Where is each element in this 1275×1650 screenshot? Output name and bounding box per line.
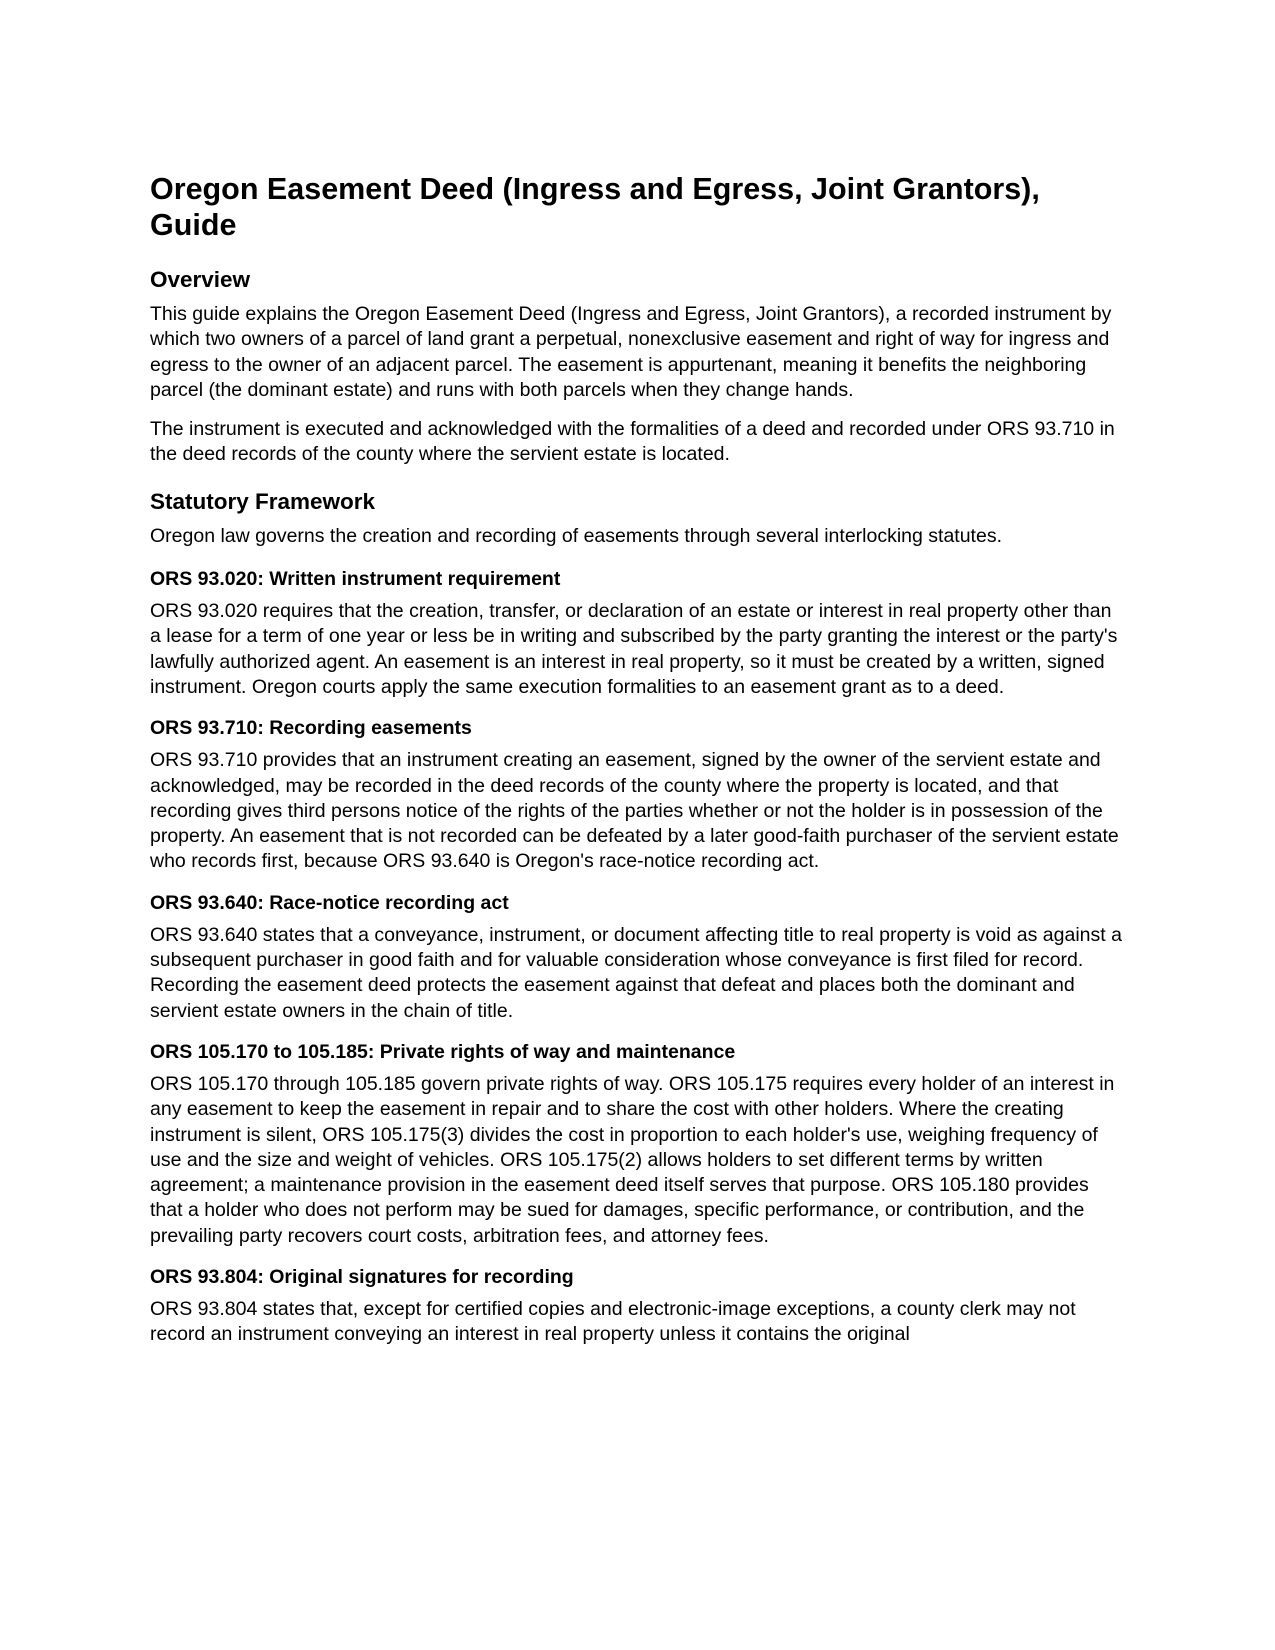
document-title: Oregon Easement Deed (Ingress and Egress, Joint Grantors), Guide <box>150 172 1040 242</box>
statutory-heading: Statutory Framework <box>150 488 376 514</box>
subsection-ors-93-640 <box>150 891 1125 1024</box>
subsection-text: ORS 105.170 through 105.185 govern private rights of way. ORS 105.175 requires every holder of an interest in any easement to keep the easement in repair and to share the cost with other holders. Where the creating instrument is silent, ORS 105.175(3) divides the cost in proportion to each holder's use, weighing frequency of use and the size and weight of vehicles. ORS 105.175(2) allows holders to set different terms by written agreement; a maintenance provision in the easement deed itself serves that purpose. ORS 105.180 provides that a holder who does not perform may be sued for damages, specific performance, or contribution, and the prevailing party recovers court costs, arbitration fees, and attorney fees. <box>150 1072 1115 1247</box>
subsection-heading: ORS 93.640: Race-notice recording act <box>150 891 509 914</box>
statutory-intro: Oregon law governs the creation and recording of easements through several interlocking statutes. <box>150 524 1002 547</box>
subsection-heading: ORS 93.020: Written instrument requirement <box>150 568 561 591</box>
subsection-ors-93-710 <box>150 716 1125 874</box>
subsection-text: ORS 93.640 states that a conveyance, instrument, or document affecting title to real property is void as against a subsequent purchaser in good faith and for valuable consideration whose conveyance is first filed for record. Recording the easement deed protects the easement against that defeat and places both the dominant and servient estate owners in the chain of title. <box>150 923 1122 1022</box>
subsection-heading: ORS 93.710: Recording easements <box>150 717 472 740</box>
subsection-ors-93-804 <box>150 1265 1125 1348</box>
subsection-ors-93-020 <box>150 567 1125 700</box>
subsection-ors-105-170 <box>150 1040 1125 1249</box>
overview-heading: Overview <box>150 267 251 292</box>
subsection-text: ORS 93.804 states that, except for certified copies and electronic-image exceptions, a county clerk may not record an instrument conveying an interest in real property unless it contains the original <box>150 1298 1076 1346</box>
overview-paragraph-2: The instrument is executed and acknowledged with the formalities of a deed and recorded under ORS 93.710 in the deed records of the county where the servient estate is located. <box>150 418 1115 466</box>
subsection-text: ORS 93.020 requires that the creation, transfer, or declaration of an estate or interest in real property other than a lease for a term of one year or less be in writing and subscribed by the party granting the interest or the party's lawfully authorized agent. An easement is an interest in real property, so it must be created by a written, signed instrument. Oregon courts apply the same execution formalities to an easement grant as to a deed. <box>150 600 1118 698</box>
subsection-text: ORS 93.710 provides that an instrument creating an easement, signed by the owner of the servient estate and acknowledged, may be recorded in the deed records of the county where the property is located, and that recording gives third persons notice of the rights of the parties whether or not the holder is in possession of the property. An easement that is not recorded can be defeated by a later good-faith purchaser of the servient estate who records first, because ORS 93.640 is Oregon's race-notice recording act. <box>150 749 1119 873</box>
overview-paragraph-1: This guide explains the Oregon Easement Deed (Ingress and Egress, Joint Grantors), a recorded instrument by which two owners of a parcel of land grant a perpetual, nonexclusive easement and right of way for ingress and egress to the owner of an adjacent parcel. The easement is appurtenant, meaning it benefits the neighboring parcel (the dominant estate) and runs with both parcels when they change hands. <box>150 303 1112 401</box>
subsection-heading: ORS 93.804: Original signatures for recording <box>150 1266 574 1289</box>
document-page <box>150 171 1125 1364</box>
overview-section <box>150 266 1125 468</box>
subsection-heading: ORS 105.170 to 105.185: Private rights of way and maintenance <box>150 1040 736 1063</box>
statutory-section <box>150 488 1125 1348</box>
